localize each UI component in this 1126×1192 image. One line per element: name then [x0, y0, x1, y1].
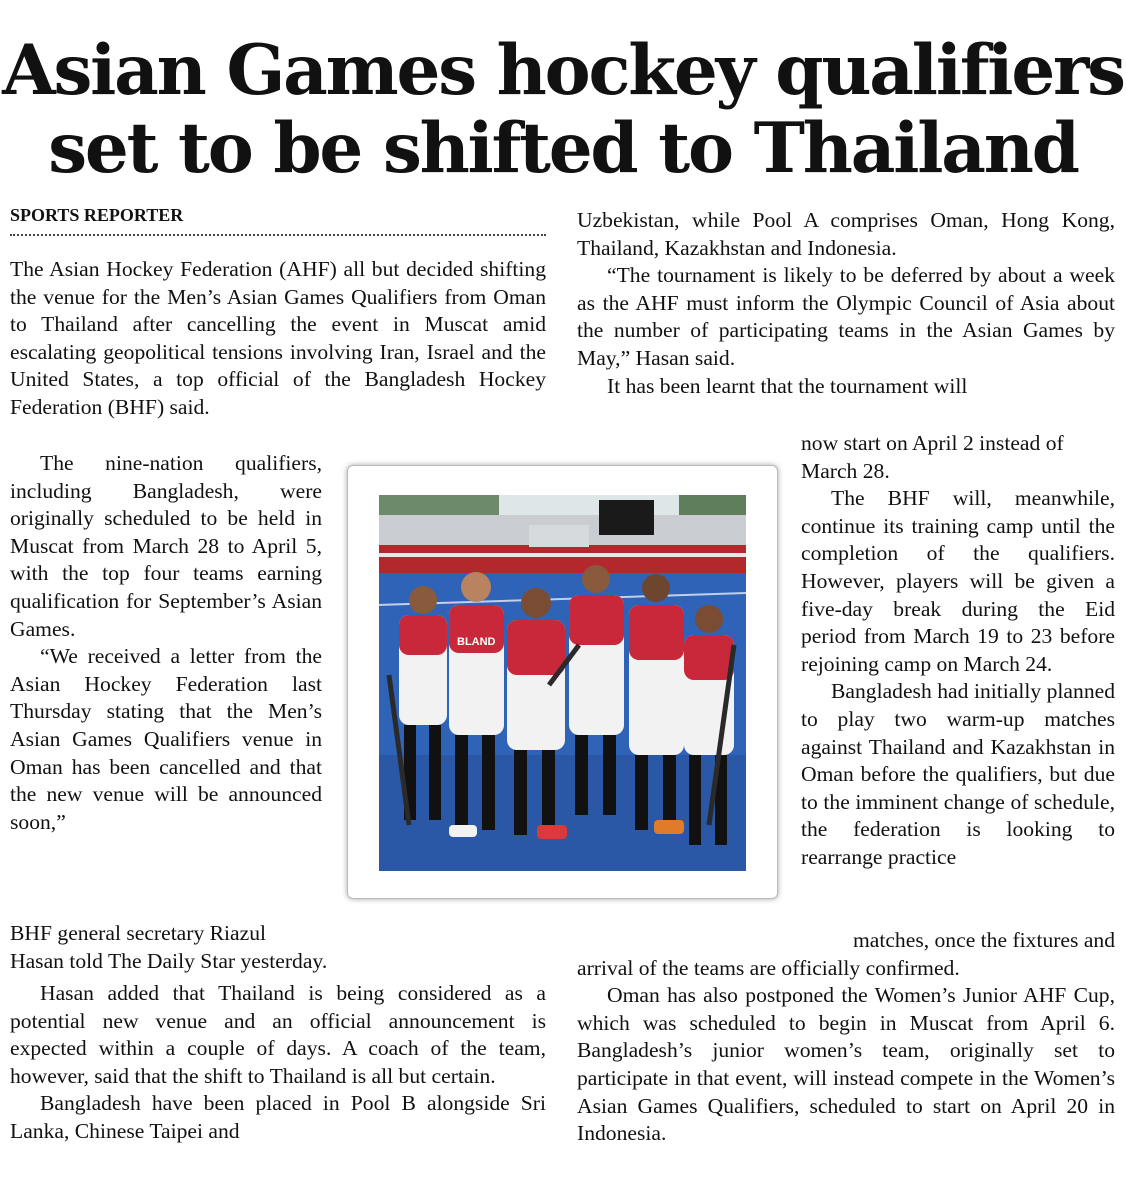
- quote-continuation: [10, 920, 340, 948]
- paragraph-warmup-cont: matches, once the fixtures and: [852, 928, 1115, 952]
- paragraph-thailand-venue: Hasan added that Thailand is being considered as a potential new venue and an official announcement is expected within a couple of days. A coach of the team, however, said that the shift to Thailand is all but certain.: [10, 981, 546, 1088]
- paragraph-camp: The BHF will, meanwhile, continue its training camp until the completion of the qualifiers. However, players will be given a five-day break during the Eid period from March 19 to 23 before rejoining camp on March 24.: [801, 486, 1115, 676]
- paragraph-quote: “We received a letter from the Asian Hockey Federation last Thursday stating that the Men’s Asian Games Qualifiers venue in Oman has been cancelled and that the new venue will be announced soon,”: [10, 644, 322, 834]
- headline: [0, 32, 1126, 188]
- paragraph-pool-b: Bangladesh have been placed in Pool B alongside Sri Lanka, Chinese Taipei and: [10, 1091, 546, 1143]
- paragraph-deferred: “The tournament is likely to be deferred by about a week as the AHF must inform the Olympic Council of Asia about the number of participating teams in the Asian Games by May,” Hasan said.: [577, 263, 1115, 370]
- column-2-bottom: [577, 927, 1115, 1148]
- headline-line-2: set to be shifted to Thailand: [48, 108, 1078, 189]
- paragraph-women-cup: Oman has also postponed the Women’s Junior AHF Cup, which was scheduled to begin in Muscat from April 6. Bangladesh’s junior women’s team, originally set to participate in that event, will instead compete in the Women’s Asian Games Qualifiers, scheduled to start on April 20 in Indonesia.: [577, 983, 1115, 1146]
- column-1-narrow: [10, 450, 322, 836]
- paragraph-new-date: now start on April 2 instead of March 28.: [801, 431, 1064, 483]
- column-1-bottom: [10, 980, 546, 1146]
- paragraph-learnt: It has been learnt that the tournament will: [607, 373, 968, 398]
- paragraph-warmup-end: arrival of the teams are officially confirmed.: [577, 955, 960, 980]
- paragraph-qualifiers: The nine-nation qualifiers, including Bangladesh, were originally scheduled to be held in Muscat from March 28 to April 5, with the top four teams earning qualification for September’s Asian Games.: [10, 451, 322, 641]
- quote-attribution-2: Hasan told The Daily Star yesterday.: [10, 949, 328, 973]
- column-2-top: [577, 207, 1115, 400]
- column-1-top: [10, 256, 546, 422]
- quote-continuation-2: [10, 948, 410, 976]
- paragraph-pool-a: Uzbekistan, while Pool A comprises Oman, Hong Kong, Thailand, Kazakhstan and Indonesia.: [577, 208, 1115, 260]
- quote-attribution: BHF general secretary Riazul: [10, 921, 267, 945]
- team-huddle-photo: [379, 495, 746, 871]
- photo-frame: [347, 465, 778, 899]
- byline: SPORTS REPORTER: [10, 204, 546, 236]
- paragraph-intro: The Asian Hockey Federation (AHF) all but decided shifting the venue for the Men’s Asian Games Qualifiers from Oman to Thailand after cancelling the event in Muscat amid escalating geopolitical tensions involving Iran, Israel and the United States, a top official of the Bangladesh Hockey Federation (BHF) said.: [10, 257, 546, 419]
- jersey-text: BLAND: [457, 636, 496, 648]
- paragraph-warmup: Bangladesh had initially planned to play two warm-up matches against Thailand and Kazakhstan in Oman before the qualifiers, but due to the imminent change of schedule, the federation is looking to rearrange practice: [801, 679, 1115, 869]
- column-2-narrow: [801, 430, 1115, 872]
- headline-line-1: Asian Games hockey qualifiers: [2, 30, 1124, 111]
